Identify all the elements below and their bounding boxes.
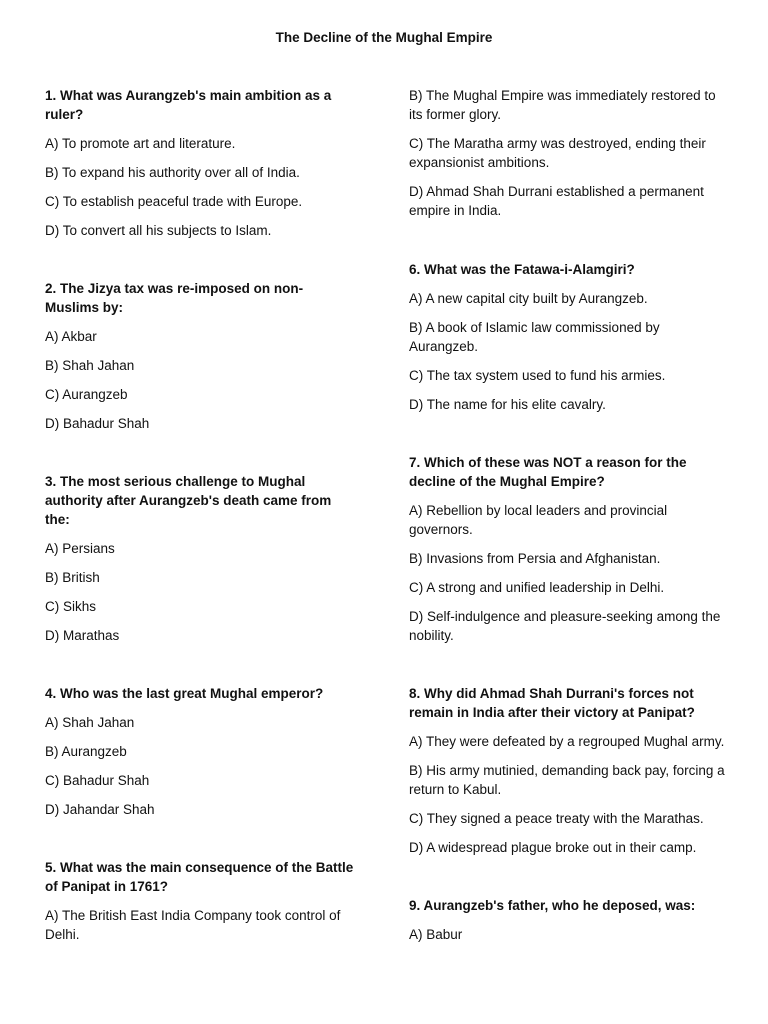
question-block bbox=[45, 858, 355, 944]
question-text: 2. The Jizya tax was re-imposed on non-Muslims by: bbox=[45, 281, 304, 315]
answer-option: B) Aurangzeb bbox=[45, 744, 127, 759]
answer-option: A) Persians bbox=[45, 541, 115, 556]
page-title: The Decline of the Mughal Empire bbox=[275, 30, 493, 45]
answer-option: D) Self-indulgence and pleasure-seeking among the nobility. bbox=[409, 609, 721, 643]
left-column bbox=[45, 86, 355, 983]
answer-option: D) A widespread plague broke out in their camp. bbox=[409, 840, 697, 855]
answer-option: B) To expand his authority over all of India. bbox=[45, 165, 300, 180]
answer-option: D) Bahadur Shah bbox=[45, 416, 150, 431]
question-block bbox=[409, 86, 731, 220]
question-block bbox=[45, 684, 355, 819]
question-block bbox=[45, 472, 355, 645]
question-text: 6. What was the Fatawa-i-Alamgiri? bbox=[409, 262, 635, 277]
answer-option: D) Ahmad Shah Durrani established a permanent empire in India. bbox=[409, 184, 704, 218]
answer-option: C) The tax system used to fund his armies. bbox=[409, 368, 666, 383]
answer-option: C) Bahadur Shah bbox=[45, 773, 150, 788]
question-text: 9. Aurangzeb's father, who he deposed, was: bbox=[409, 898, 696, 913]
answer-option: B) British bbox=[45, 570, 100, 585]
answer-option: A) Rebellion by local leaders and provincial governors. bbox=[409, 503, 668, 537]
answer-option: A) Shah Jahan bbox=[45, 715, 135, 730]
answer-option: B) A book of Islamic law commissioned by Aurangzeb. bbox=[409, 320, 660, 354]
answer-option: C) Sikhs bbox=[45, 599, 97, 614]
answer-option: A) To promote art and literature. bbox=[45, 136, 236, 151]
answer-option: B) The Mughal Empire was immediately restored to its former glory. bbox=[409, 88, 716, 122]
question-text: 4. Who was the last great Mughal emperor? bbox=[45, 686, 324, 701]
answer-option: B) His army mutinied, demanding back pay, forcing a return to Kabul. bbox=[409, 763, 725, 797]
right-column bbox=[409, 86, 731, 983]
answer-option: A) The British East India Company took control of Delhi. bbox=[45, 908, 341, 942]
answer-option: C) A strong and unified leadership in Delhi. bbox=[409, 580, 665, 595]
answer-option: D) Jahandar Shah bbox=[45, 802, 155, 817]
question-block bbox=[45, 279, 355, 433]
answer-option: D) The name for his elite cavalry. bbox=[409, 397, 606, 412]
question-text: 1. What was Aurangzeb's main ambition as a ruler? bbox=[45, 88, 332, 122]
answer-option: D) To convert all his subjects to Islam. bbox=[45, 223, 272, 238]
answer-option: B) Shah Jahan bbox=[45, 358, 135, 373]
question-text: 7. Which of these was NOT a reason for the decline of the Mughal Empire? bbox=[409, 455, 687, 489]
answer-option: A) They were defeated by a regrouped Mughal army. bbox=[409, 734, 725, 749]
answer-option: D) Marathas bbox=[45, 628, 120, 643]
answer-option: A) A new capital city built by Aurangzeb. bbox=[409, 291, 648, 306]
answer-option: C) To establish peaceful trade with Europe. bbox=[45, 194, 303, 209]
question-block bbox=[409, 896, 731, 944]
question-text: 3. The most serious challenge to Mughal authority after Aurangzeb's death came from the: bbox=[45, 474, 332, 527]
answer-option: B) Invasions from Persia and Afghanistan. bbox=[409, 551, 661, 566]
question-block bbox=[409, 453, 731, 645]
question-block bbox=[409, 684, 731, 857]
question-block bbox=[409, 260, 731, 414]
question-block bbox=[45, 86, 355, 240]
answer-option: A) Babur bbox=[409, 927, 463, 942]
question-text: 5. What was the main consequence of the Battle of Panipat in 1761? bbox=[45, 860, 354, 894]
answer-option: A) Akbar bbox=[45, 329, 97, 344]
answer-option: C) Aurangzeb bbox=[45, 387, 128, 402]
question-text: 8. Why did Ahmad Shah Durrani's forces not remain in India after their victory at Panipat? bbox=[409, 686, 695, 720]
answer-option: C) The Maratha army was destroyed, ending their expansionist ambitions. bbox=[409, 136, 706, 170]
answer-option: C) They signed a peace treaty with the Marathas. bbox=[409, 811, 704, 826]
